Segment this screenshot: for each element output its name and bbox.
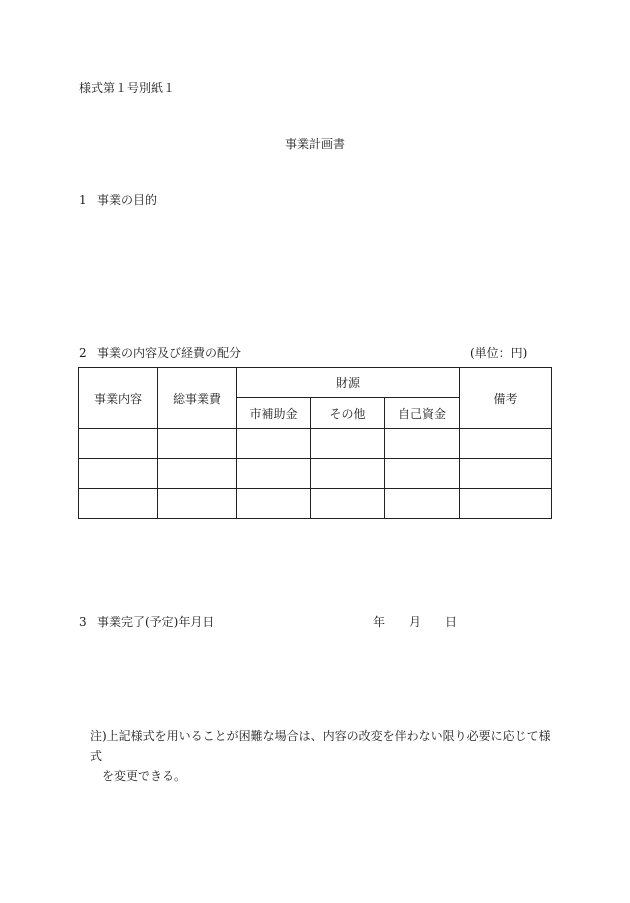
section-3-heading <box>79 616 214 628</box>
unit-note: (単位：円) <box>470 346 528 360</box>
table-cell <box>158 489 237 519</box>
date-year-label: 年 <box>373 615 386 629</box>
table-cell <box>311 429 385 459</box>
table-cell <box>385 429 460 459</box>
table-cell <box>311 459 385 489</box>
header-city-subsidy: 市補助金 <box>237 398 311 429</box>
table-cell <box>237 489 311 519</box>
footnote-line-2: を変更できる。 <box>102 769 187 783</box>
footnote-line-1: 注)上記様式を用いることが困難な場合は、内容の改変を伴わない限り必要に応じて様式 <box>90 729 551 763</box>
section-2-label: 事業の内容及び経費の配分 <box>97 346 242 360</box>
table-row <box>79 489 552 519</box>
section-3-label: 事業完了(予定)年月日 <box>97 615 215 629</box>
header-content: 事業内容 <box>79 368 158 429</box>
document-title: 事業計画書 <box>284 137 345 151</box>
section-1-heading <box>79 194 157 206</box>
section-1-label: 事業の目的 <box>97 193 158 207</box>
table-cell <box>158 459 237 489</box>
header-total-cost: 総事業費 <box>158 368 237 429</box>
table-cell <box>237 429 311 459</box>
section-3-number: 3 <box>79 615 87 629</box>
table-cell <box>79 459 158 489</box>
header-remarks: 備考 <box>460 368 552 429</box>
date-day-label: 日 <box>445 615 458 629</box>
table-cell <box>460 489 552 519</box>
table-cell <box>79 429 158 459</box>
table-cell <box>460 459 552 489</box>
section-2-number: 2 <box>79 346 87 360</box>
header-own-funds: 自己資金 <box>385 398 460 429</box>
table-cell <box>237 459 311 489</box>
table-cell <box>79 489 158 519</box>
table-cell <box>460 429 552 459</box>
table-cell <box>158 429 237 459</box>
section-2-heading <box>79 347 241 359</box>
table-cell <box>385 459 460 489</box>
footnote <box>90 726 560 786</box>
table-cell <box>311 489 385 519</box>
table-row <box>79 459 552 489</box>
expense-allocation-table <box>78 367 552 519</box>
header-other: その他 <box>311 398 385 429</box>
section-1-number: 1 <box>79 193 87 207</box>
header-funding: 財源 <box>237 368 460 398</box>
table-cell <box>385 489 460 519</box>
date-month-label: 月 <box>409 615 422 629</box>
table-row <box>79 429 552 459</box>
form-number: 様式第１号別紙１ <box>79 81 176 95</box>
